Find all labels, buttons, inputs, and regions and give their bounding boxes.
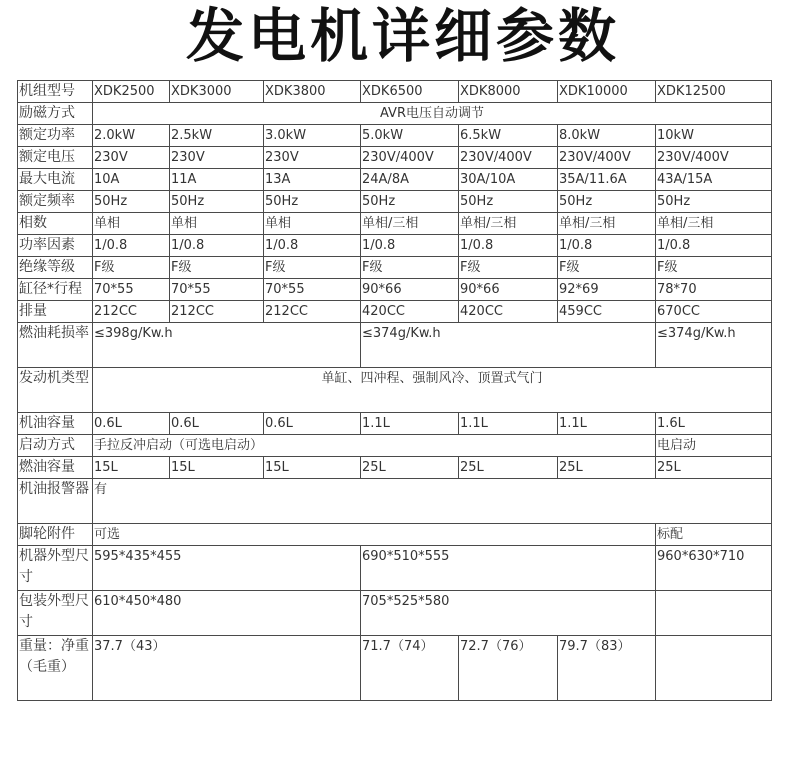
row-power-factor bbox=[18, 235, 772, 257]
row-max-current bbox=[18, 169, 772, 191]
bore-stroke-cell: 70*55 bbox=[170, 279, 264, 301]
power-factor-cell: 1/0.8 bbox=[656, 235, 772, 257]
phase-cell: 单相/三相 bbox=[459, 213, 558, 235]
label-rated-frequency: 额定频率 bbox=[18, 191, 93, 213]
weight-cell-empty bbox=[656, 636, 772, 701]
engine-type-value: 单缸、四冲程、强制风冷、顶置式气门 bbox=[93, 368, 772, 413]
rated-frequency-cell: 50Hz bbox=[361, 191, 459, 213]
fuel-capacity-cell: 25L bbox=[656, 457, 772, 479]
rated-frequency-cell: 50Hz bbox=[558, 191, 656, 213]
fuel-capacity-cell: 25L bbox=[459, 457, 558, 479]
rated-power-cell: 2.0kW bbox=[93, 125, 170, 147]
phase-cell: 单相/三相 bbox=[656, 213, 772, 235]
bore-stroke-cell: 90*66 bbox=[361, 279, 459, 301]
row-machine-size bbox=[18, 546, 772, 591]
wheels-cell: 可选 bbox=[93, 524, 656, 546]
phase-cell: 单相/三相 bbox=[558, 213, 656, 235]
displacement-cell: 670CC bbox=[656, 301, 772, 323]
fuel-capacity-cell: 15L bbox=[170, 457, 264, 479]
max-current-cell: 11A bbox=[170, 169, 264, 191]
model-cell: XDK6500 bbox=[361, 81, 459, 103]
row-fuel-capacity bbox=[18, 457, 772, 479]
label-package-size: 包装外型尺寸 bbox=[18, 591, 93, 636]
package-size-cell: 610*450*480 bbox=[93, 591, 361, 636]
row-package-size bbox=[18, 591, 772, 636]
rated-power-cell: 3.0kW bbox=[264, 125, 361, 147]
row-phase bbox=[18, 213, 772, 235]
excitation-value: AVR电压自动调节 bbox=[93, 103, 772, 125]
machine-size-cell: 690*510*555 bbox=[361, 546, 656, 591]
start-method-cell: 手拉反冲启动（可选电启动） bbox=[93, 435, 656, 457]
max-current-cell: 24A/8A bbox=[361, 169, 459, 191]
label-fuel-consumption: 燃油耗损率 bbox=[18, 323, 93, 368]
fuel-consumption-cell: ≤398g/Kw.h bbox=[93, 323, 361, 368]
displacement-cell: 212CC bbox=[264, 301, 361, 323]
rated-frequency-cell: 50Hz bbox=[459, 191, 558, 213]
row-model bbox=[18, 81, 772, 103]
row-fuel-consumption bbox=[18, 323, 772, 368]
label-oil-alarm: 机油报警器 bbox=[18, 479, 93, 524]
row-rated-voltage bbox=[18, 147, 772, 169]
bore-stroke-cell: 92*69 bbox=[558, 279, 656, 301]
power-factor-cell: 1/0.8 bbox=[558, 235, 656, 257]
oil-alarm-value: 有 bbox=[93, 479, 772, 524]
label-rated-voltage: 额定电压 bbox=[18, 147, 93, 169]
label-machine-size: 机器外型尺寸 bbox=[18, 546, 93, 591]
rated-power-cell: 2.5kW bbox=[170, 125, 264, 147]
displacement-cell: 212CC bbox=[170, 301, 264, 323]
rated-frequency-cell: 50Hz bbox=[264, 191, 361, 213]
row-engine-type bbox=[18, 368, 772, 413]
insulation-cell: F级 bbox=[656, 257, 772, 279]
rated-voltage-cell: 230V bbox=[93, 147, 170, 169]
row-excitation bbox=[18, 103, 772, 125]
rated-voltage-cell: 230V bbox=[170, 147, 264, 169]
model-cell: XDK10000 bbox=[558, 81, 656, 103]
displacement-cell: 420CC bbox=[459, 301, 558, 323]
oil-capacity-cell: 0.6L bbox=[93, 413, 170, 435]
fuel-capacity-cell: 25L bbox=[558, 457, 656, 479]
insulation-cell: F级 bbox=[459, 257, 558, 279]
max-current-cell: 43A/15A bbox=[656, 169, 772, 191]
row-oil-alarm bbox=[18, 479, 772, 524]
insulation-cell: F级 bbox=[558, 257, 656, 279]
model-cell: XDK3000 bbox=[170, 81, 264, 103]
insulation-cell: F级 bbox=[93, 257, 170, 279]
label-engine-type: 发动机类型 bbox=[18, 368, 93, 413]
model-cell: XDK2500 bbox=[93, 81, 170, 103]
rated-frequency-cell: 50Hz bbox=[170, 191, 264, 213]
row-rated-power bbox=[18, 125, 772, 147]
label-wheels: 脚轮附件 bbox=[18, 524, 93, 546]
oil-capacity-cell: 0.6L bbox=[170, 413, 264, 435]
max-current-cell: 13A bbox=[264, 169, 361, 191]
label-model: 机组型号 bbox=[18, 81, 93, 103]
power-factor-cell: 1/0.8 bbox=[459, 235, 558, 257]
displacement-cell: 459CC bbox=[558, 301, 656, 323]
insulation-cell: F级 bbox=[361, 257, 459, 279]
oil-capacity-cell: 1.1L bbox=[361, 413, 459, 435]
rated-power-cell: 8.0kW bbox=[558, 125, 656, 147]
row-insulation bbox=[18, 257, 772, 279]
max-current-cell: 35A/11.6A bbox=[558, 169, 656, 191]
label-weight: 重量：净重（毛重） bbox=[18, 636, 93, 701]
rated-voltage-cell: 230V bbox=[264, 147, 361, 169]
power-factor-cell: 1/0.8 bbox=[361, 235, 459, 257]
spec-table bbox=[17, 80, 772, 701]
phase-cell: 单相/三相 bbox=[361, 213, 459, 235]
row-wheels bbox=[18, 524, 772, 546]
displacement-cell: 420CC bbox=[361, 301, 459, 323]
oil-capacity-cell: 1.1L bbox=[459, 413, 558, 435]
power-factor-cell: 1/0.8 bbox=[170, 235, 264, 257]
label-start-method: 启动方式 bbox=[18, 435, 93, 457]
row-rated-frequency bbox=[18, 191, 772, 213]
bore-stroke-cell: 70*55 bbox=[264, 279, 361, 301]
fuel-capacity-cell: 15L bbox=[264, 457, 361, 479]
weight-cell: 71.7（74） bbox=[361, 636, 459, 701]
wheels-cell: 标配 bbox=[656, 524, 772, 546]
rated-voltage-cell: 230V/400V bbox=[459, 147, 558, 169]
model-cell: XDK12500 bbox=[656, 81, 772, 103]
phase-cell: 单相 bbox=[93, 213, 170, 235]
package-size-cell bbox=[656, 591, 772, 636]
machine-size-cell: 595*435*455 bbox=[93, 546, 361, 591]
rated-power-cell: 5.0kW bbox=[361, 125, 459, 147]
label-excitation: 励磁方式 bbox=[18, 103, 93, 125]
phase-cell: 单相 bbox=[264, 213, 361, 235]
start-method-cell: 电启动 bbox=[656, 435, 772, 457]
row-displacement bbox=[18, 301, 772, 323]
weight-cell: 37.7（43） bbox=[93, 636, 361, 701]
label-bore-stroke: 缸径*行程 bbox=[18, 279, 93, 301]
power-factor-cell: 1/0.8 bbox=[264, 235, 361, 257]
row-start-method bbox=[18, 435, 772, 457]
rated-power-cell: 6.5kW bbox=[459, 125, 558, 147]
label-displacement: 排量 bbox=[18, 301, 93, 323]
machine-size-cell: 960*630*710 bbox=[656, 546, 772, 591]
fuel-capacity-cell: 25L bbox=[361, 457, 459, 479]
weight-cell: 72.7（76） bbox=[459, 636, 558, 701]
oil-capacity-cell: 1.1L bbox=[558, 413, 656, 435]
rated-power-cell: 10kW bbox=[656, 125, 772, 147]
rated-voltage-cell: 230V/400V bbox=[656, 147, 772, 169]
row-weight bbox=[18, 636, 772, 701]
label-rated-power: 额定功率 bbox=[18, 125, 93, 147]
fuel-consumption-cell: ≤374g/Kw.h bbox=[361, 323, 656, 368]
row-oil-capacity bbox=[18, 413, 772, 435]
insulation-cell: F级 bbox=[264, 257, 361, 279]
label-max-current: 最大电流 bbox=[18, 169, 93, 191]
bore-stroke-cell: 78*70 bbox=[656, 279, 772, 301]
rated-frequency-cell: 50Hz bbox=[656, 191, 772, 213]
rated-voltage-cell: 230V/400V bbox=[361, 147, 459, 169]
oil-capacity-cell: 0.6L bbox=[264, 413, 361, 435]
page-title: 发电机详细参数 bbox=[185, 2, 620, 70]
model-cell: XDK3800 bbox=[264, 81, 361, 103]
label-oil-capacity: 机油容量 bbox=[18, 413, 93, 435]
bore-stroke-cell: 90*66 bbox=[459, 279, 558, 301]
power-factor-cell: 1/0.8 bbox=[93, 235, 170, 257]
insulation-cell: F级 bbox=[170, 257, 264, 279]
package-size-cell: 705*525*580 bbox=[361, 591, 656, 636]
label-phase: 相数 bbox=[18, 213, 93, 235]
fuel-capacity-cell: 15L bbox=[93, 457, 170, 479]
label-power-factor: 功率因素 bbox=[18, 235, 93, 257]
label-insulation: 绝缘等级 bbox=[18, 257, 93, 279]
row-bore-stroke bbox=[18, 279, 772, 301]
rated-frequency-cell: 50Hz bbox=[93, 191, 170, 213]
model-cell: XDK8000 bbox=[459, 81, 558, 103]
displacement-cell: 212CC bbox=[93, 301, 170, 323]
rated-voltage-cell: 230V/400V bbox=[558, 147, 656, 169]
weight-cell: 79.7（83） bbox=[558, 636, 656, 701]
fuel-consumption-cell: ≤374g/Kw.h bbox=[656, 323, 772, 368]
max-current-cell: 10A bbox=[93, 169, 170, 191]
label-fuel-capacity: 燃油容量 bbox=[18, 457, 93, 479]
bore-stroke-cell: 70*55 bbox=[93, 279, 170, 301]
oil-capacity-cell: 1.6L bbox=[656, 413, 772, 435]
phase-cell: 单相 bbox=[170, 213, 264, 235]
max-current-cell: 30A/10A bbox=[459, 169, 558, 191]
